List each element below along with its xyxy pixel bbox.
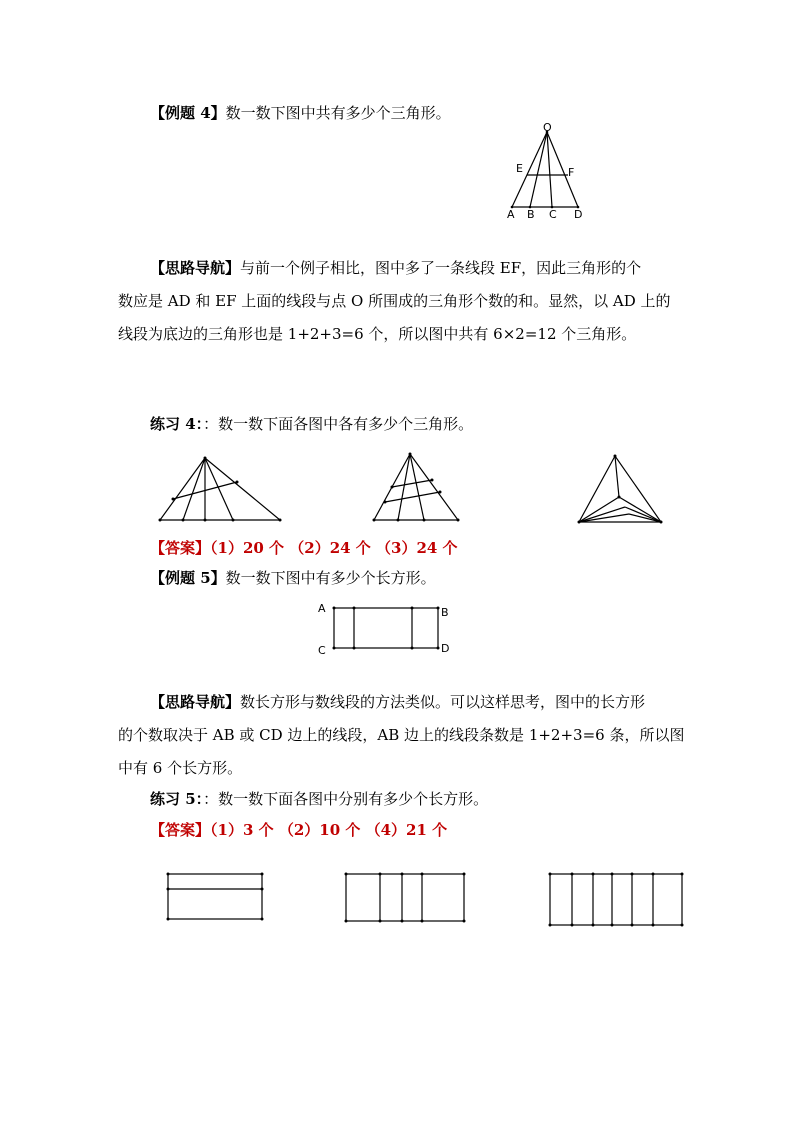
answer-4-text: （1）20 个 （2）24 个 （3）24 个 [210,539,458,557]
answer-5-tag: 【答案】 [150,821,211,839]
answer-4-tag: 【答案】 [150,539,211,557]
example-5-tag: 【例题 5】 [150,569,226,587]
guide-4-line-3: 线段为底边的三角形也是 1+2+3=6 个，所以图中共有 6×2=12 个三角形。 [118,325,637,343]
practice-5-figure-3 [542,866,690,932]
rect-point-c-label: C [318,644,326,657]
rect-point-d-label: D [441,642,450,655]
guide-4-text-1: 与前一个例子相比，图中多了一条线段 EF，因此三角形的个 [240,259,642,277]
example-4-heading [150,103,451,123]
practice-4-figure-3 [575,452,670,527]
practice-5-figure-1 [160,866,270,926]
guide-4-tag: 【思路导航】 [150,259,241,277]
rect-point-a-label: A [318,602,326,615]
practice-5-text: ：数一数下面各图中分别有多少个长方形。 [203,790,489,808]
point-d-label: D [574,208,583,221]
point-b-label: B [527,208,535,221]
point-a-label: A [507,208,515,221]
point-o-label: O [543,121,552,134]
example-4-text: 数一数下图中共有多少个三角形。 [225,104,451,122]
guide-5-line-1 [150,692,645,712]
guide-5-line-2: 的个数取决于 AB 或 CD 边上的线段，AB 边上的线段条数是 1+2+3=6 条，所以图 [118,726,685,744]
practice-4-text: ：数一数下面各图中各有多少个三角形。 [203,415,474,433]
guide-5-line-3: 中有 6 个长方形。 [118,759,243,777]
point-c-label: C [549,208,557,221]
rect-point-b-label: B [441,606,449,619]
point-f-label: F [568,166,575,179]
guide-4-line-1 [150,258,641,278]
practice-4-heading [150,414,473,434]
answer-5 [150,820,447,840]
practice-4-figure-1 [155,455,285,525]
guide-5-text-1: 数长方形与数线段的方法类似。可以这样思考，图中的长方形 [240,693,646,711]
example-5-heading [150,568,436,588]
example-5-rectangle-figure [312,598,462,660]
practice-5-heading [150,789,488,809]
answer-5-text: （1）3 个 （2）10 个 （4）21 个 [210,821,448,839]
point-e-label: E [516,162,523,175]
answer-4 [150,538,458,558]
example-4-triangle-figure [500,120,600,225]
example-4-tag: 【例题 4】 [150,104,226,122]
example-5-text: 数一数下图中有多少个长方形。 [225,569,436,587]
practice-5-figure-2 [338,866,473,928]
guide-5-tag: 【思路导航】 [150,693,241,711]
practice-4-figure-2 [370,450,465,525]
practice-5-tag: 练习 5： [150,790,204,808]
guide-4-line-2: 数应是 AD 和 EF 上面的线段与点 O 所围成的三角形个数的和。显然，以 AD 上的 [118,292,671,310]
practice-4-tag: 练习 4： [150,415,204,433]
